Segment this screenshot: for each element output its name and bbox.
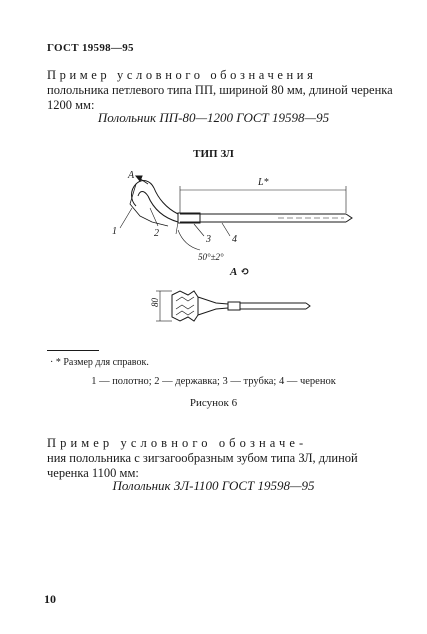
- view-a-letter: А: [230, 266, 238, 278]
- angle-label: 50°±2°: [198, 252, 224, 262]
- figure-legend: 1 — полотно; 2 — державка; 3 — трубка; 4 — черенок: [91, 376, 336, 387]
- arrow-a-label: А: [128, 170, 135, 181]
- dim-width-label: 80: [150, 298, 160, 307]
- angle-arc: [178, 230, 200, 250]
- dim-l-label: L*: [258, 177, 269, 188]
- zigzag-blade: [172, 291, 198, 321]
- example1-paragraph: [47, 68, 393, 113]
- example1-line2: полольника петлевого типа ПП, шириной 80 мм, длиной черенка: [47, 83, 393, 97]
- view-a-drawing: [138, 285, 318, 337]
- example1-designation: Полольник ПП-80—1200 ГОСТ 19598—95: [97, 110, 330, 125]
- example1-line1: Пример условного обозначения: [47, 68, 317, 82]
- callout-4-label: 4: [232, 234, 237, 245]
- figure-type-label: ТИП ЗЛ: [193, 148, 234, 160]
- callout-3-leader: [194, 224, 204, 236]
- callout-2-label: 2: [154, 228, 159, 239]
- callout-3-label: 3: [206, 234, 211, 245]
- figure-caption: Рисунок 6: [189, 397, 238, 409]
- handle-end-a: [306, 303, 310, 309]
- view-arrow-head: [136, 176, 142, 181]
- angle-ext: [176, 222, 178, 234]
- side-view-drawing: [100, 170, 370, 262]
- zigzag-teeth: [176, 297, 194, 315]
- standard-header: ГОСТ 19598—95: [47, 42, 134, 54]
- example2-designation: Полольник ЗЛ-1100 ГОСТ 19598—95: [112, 478, 315, 493]
- example2-line2: ния полольника с зигзагообразным зубом типа ЗЛ, длиной: [47, 451, 358, 465]
- example1-line3: 1200 мм:: [47, 98, 95, 112]
- holder-taper: [198, 297, 228, 315]
- view-a-rotate-icon: ⟲: [240, 266, 250, 278]
- example2-line1: Пример условного обозначе-: [47, 436, 308, 450]
- footnote: · * Размер для справок.: [50, 357, 149, 368]
- view-a-title: [230, 265, 249, 278]
- holder: [148, 188, 178, 222]
- tube-top: [228, 302, 240, 310]
- callout-2-leader: [150, 208, 158, 226]
- page-number: 10: [44, 592, 56, 606]
- example2-line3: черенка 1100 мм:: [47, 466, 139, 480]
- example2-paragraph: [47, 436, 387, 481]
- callout-4-leader: [222, 223, 230, 236]
- footnote-rule: [47, 350, 99, 351]
- handle-end: [346, 214, 352, 222]
- callout-1-leader: [120, 208, 132, 228]
- callout-1-label: 1: [112, 226, 117, 237]
